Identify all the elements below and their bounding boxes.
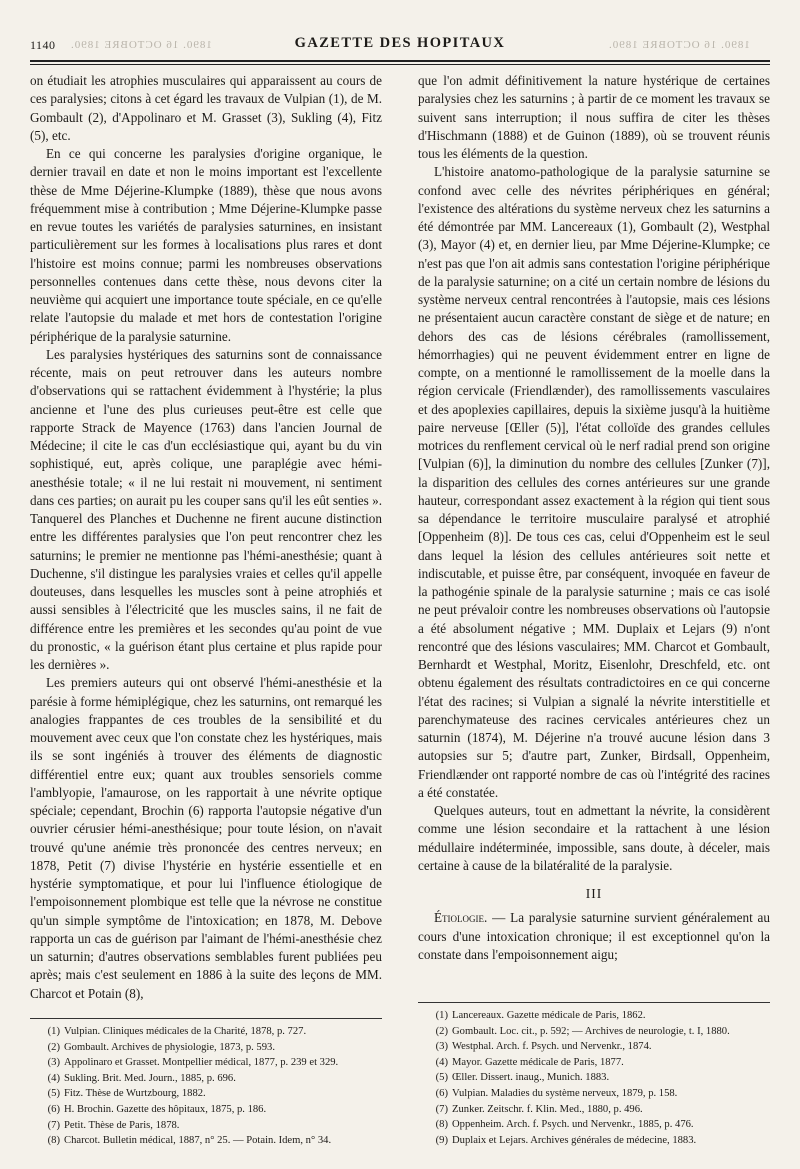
section-heading: Étiologie.: [434, 910, 488, 926]
footnote-number: (4): [47, 1072, 60, 1084]
footnote: [30, 1071, 382, 1087]
section-paragraph: [418, 909, 770, 964]
page-header: [30, 30, 770, 58]
paragraph: L'histoire anatomo-pathologique de la paralysie saturnine se confond avec celle des névrites périphériques en général; l'existence des altérations du système nerveux chez les saturnins a été démontrée par MM. Lancereaux (1), Gombault (2), Westphal (3), Mayor (4) et, en dernier lieu, par Mme Déjerine-Klumpke; ce n'est pas que l'on ait admis sans contestation l'origine périphérique de la paralysie saturnine; on a cité un certain nombre de lésions du système nerveux central rencontrées à l'autopsie, mais ces lésions ne présentaient aucun caractère constant de siège et de nature; en dehors des cas de lésions cérébrales (ramollissement, hémorrhagies) qui ne peuvent évidemment entrer en ligne de compte, on a mentionné le ramollissement de la moelle dans la région cervicale (Friendlænder), des ramollissements vasculaires et des apoplexies capillaires, depuis la sixième jusqu'à la huitième paire nerveuse [Œller (5)], l'état colloïde des grandes cellules motrices du renflement cervical où le nerf radial prend son origine [Vulpian (6)], la diminution du nombre des cellules [Zunker (7)], la disparition des cellules des cornes antérieures sur une grande hauteur, correspondant assez exactement à la région qui tient sous sa dépendance le territoire musculaire paralysé et atrophié [Oppenheim (8)]. De tous ces cas, celui d'Oppenheim est le seul dans lequel la lésion des cellules antérieures soit nette et indiscutable, et puisse être, par conséquent, invoquée en faveur de la pathogénie spinale de la paralysie saturnine ; mais ce cas isolé ne peut prévaloir contre les nombreuses observations où l'autopsie a été absolument négative ; MM. Duplaix et Lejars (9) n'ont rencontré que des lésions vasculaires; MM. Charcot et Gombault, Bernhardt et Westphal, Moritz, Eisenlohr, Dreschfeld, etc. ont obtenu également des résultats contradictoires en ce qui concerne l'état des racines; si Vulpian a signalé la névrite interstitielle et parenchymateuse des racines cervicales antérieures chez un saturnin (1874), M. Déjerine n'a trouvé aucune lésion dans 3 autopsies sur 5; d'autre part, Zunker, Birdsall, Oppenheim, Friendlænder ont rapporté nombre de cas où l'intégrité des racines a été constatée.: [418, 164, 770, 800]
footnote-number: (1): [435, 1010, 448, 1021]
header-rule-thick: [30, 60, 770, 62]
header-rule-thin: [30, 64, 770, 65]
footnote-number: (6): [435, 1087, 448, 1099]
footnote-number: (5): [435, 1072, 448, 1084]
footnote-number: (4): [435, 1056, 448, 1068]
footnote-number: (9): [435, 1134, 448, 1146]
footnote-text: Gombault. Loc. cit., p. 592; — Archives de neurologie, t. I, 1880.: [452, 1025, 730, 1037]
footnote-number: (2): [47, 1041, 60, 1053]
section-text: — La paralysie saturnine survient généralement au cours d'une intoxication chronique; il est exceptionnel qu'on la constate dans l'empoisonnement aigu;: [418, 910, 770, 962]
footnote-number: (8): [435, 1119, 448, 1131]
footnote-number: (3): [435, 1041, 448, 1053]
footnote-text: H. Brochin. Gazette des hôpitaux, 1875, p. 186.: [64, 1103, 267, 1115]
footnote-text: Sukling. Brit. Med. Journ., 1885, p. 696.: [64, 1072, 236, 1084]
footnote: [418, 1070, 770, 1086]
footnote-text: Oppenheim. Arch. f. Psych. und Nervenkr., 1885, p. 476.: [452, 1119, 694, 1131]
section-numeral: III: [585, 886, 603, 901]
footnote-text: Appolinaro et Grasset. Montpellier médical, 1877, p. 239 et 329.: [64, 1057, 339, 1069]
footnote: [30, 1055, 382, 1071]
footnote-separator: [30, 1018, 382, 1019]
footnote-text: Fitz. Thèse de Wurtzbourg, 1882.: [64, 1088, 206, 1100]
footnote: [418, 1039, 770, 1055]
footnote: [418, 1055, 770, 1071]
footnote: [418, 1133, 770, 1149]
footnote: [418, 1102, 770, 1118]
footnote: [30, 1133, 382, 1149]
footnotes-right: [418, 1002, 770, 1148]
footnote: [30, 1118, 382, 1134]
footnote: [30, 1086, 382, 1102]
paragraph: En ce qui concerne les paralysies d'origine organique, le dernier travail en date et non le moins important est l'excellente thèse de Mme Déjerine-Klumpke (1889), thèse que nous avons fréquemment mise à contribution ; Mme Déjerine-Klumpke passe en revue toutes les variétés de paralysies saturnines, en insistant particulièrement sur les formes à localisations plus rares et dont l'histoire est moins connue; parmi les nombreuses observations personnelles contenues dans cette thèse, nous devons citer la neuvième qui acquiert une importance toute spéciale, en ce qu'elle relate l'autopsie du malade et met hors de contestation l'origine périphérique de la paralysie saturnine.: [30, 146, 382, 344]
bleed-through-text-left: 1890. 16 OCTOBRE 1890.: [70, 39, 212, 51]
footnote-text: Œller. Dissert. inaug., Munich. 1883.: [452, 1072, 610, 1084]
footnote-number: (5): [47, 1088, 60, 1100]
footnote: [30, 1040, 382, 1056]
paragraph: que l'on admit définitivement la nature hystérique de certaines paralysies chez les saturnins ; à partir de ce moment les travaux se suivent sans interruption; il nous suffira de citer les thèses d'Hischmann (1888) et de Guinon (1889), où se trouvent réunis tous les éléments de la question.: [418, 73, 770, 161]
footnote: [30, 1024, 382, 1040]
footnote-text: Gombault. Archives de physiologie, 1873, p. 593.: [64, 1041, 275, 1053]
footnote-text: Westphal. Arch. f. Psych. und Nervenkr., 1874.: [452, 1041, 652, 1053]
footnote-number: (7): [47, 1119, 60, 1131]
footnote-text: Vulpian. Maladies du système nerveux, 1879, p. 158.: [452, 1087, 678, 1099]
footnotes-left: [30, 1018, 382, 1149]
footnote-number: (1): [47, 1026, 60, 1037]
paragraph: on étudiait les atrophies musculaires qui apparaissent au cours de ces paralysies; citons à cet égard les travaux de Vulpian (1), de M. Gombault (2), d'Appolinaro et M. Grasset (3), Sukling (4), Fitz (5), etc.: [30, 73, 382, 143]
right-column: [418, 72, 770, 964]
footnote-text: Mayor. Gazette médicale de Paris, 1877.: [452, 1056, 624, 1068]
left-column: [30, 72, 382, 1003]
footnote-number: (6): [47, 1103, 60, 1115]
footnote-number: (8): [47, 1135, 60, 1147]
bleed-through-text-right: 1890. 16 OCTOBRE 1890.: [608, 39, 750, 51]
journal-title: GAZETTE DES HOPITAUX: [294, 35, 506, 51]
footnote: [418, 1024, 770, 1040]
paragraph: Quelques auteurs, tout en admettant la névrite, la considèrent comme une lésion secondaire et la rattachent à une lésion médullaire indéterminée, impossible, sans doute, à déceler, mais certaine à cause de la bilatéralité de la paralysie.: [418, 803, 770, 873]
footnote-number: (2): [435, 1025, 448, 1037]
footnote: [30, 1102, 382, 1118]
footnote-text: Lancereaux. Gazette médicale de Paris, 1862.: [452, 1010, 646, 1021]
footnote-text: Zunker. Zeitschr. f. Klin. Med., 1880, p. 496.: [452, 1103, 643, 1115]
paragraph: Les premiers auteurs qui ont observé l'hémi-anesthésie et la parésie à forme hémiplégique, chez les saturnins, ont remarqué les analogies frappantes de ces troubles de la sensibilité et du mouvement avec ceux que l'on constate chez les hystériques, mais ils se sont ingéniés à trouver des éléments de diagnostic différentiel entre eux; quant aux troubles sensoriels comme l'amblyopie, l'amaurose, on les rapportait à une névrite optique spéciale; cependant, Brochin (6) rapporta l'autopsie négative d'un ouvrier cérusier hémi-anesthésique; pour toute lésion, on n'avait trouvé qu'une anémie très prononcée des centres nerveux; en 1878, Petit (7) divise l'hystérie en hystérie essentielle et en hystérie symptomatique, et pour lui l'influence étiologique de l'empoisonnement plombique est telle que la névrose ne constitue qu'un simple symptôme de l'intoxication; en 1878, M. Debove rapporta un cas de guérison par l'aimant de l'hémi-anesthésie chez un saturnin; d'autres observations semblables furent publiées peu après; mais c'est seulement en 1886 à la suite des leçons de MM. Charcot et Potain (8),: [30, 675, 382, 1001]
footnote-number: (7): [435, 1103, 448, 1115]
footnote: [418, 1086, 770, 1102]
paragraph: Les paralysies hystériques des saturnins sont de connaissance récente, mais on peut retrouver dans les auteurs nombre d'observations qui se rattachent évidemment à l'hystérie; la plus ancienne et l'une des plus curieuses peut-être est celle que rapporte Strack de Mayence (1763) dans l'ancien Journal de Médecine; il cite le cas d'un ecclésiastique qui, ayant bu du vin sophistiqué, eut, après colique, une paraplégie avec hémi-anesthésie totale; « il ne lui restait ni mouvement, ni sentiment dans ces parties; on aurait pu les couper sans qu'il les eût senties ». Tanquerel des Planches et Duchenne ne firent aucune distinction entre les différentes paralysies que l'on peut rencontrer chez les saturnins; le premier ne mentionne pas l'hémi-anesthésie; quant à Duchenne, s'il distingue les paralysies vraies et celles qu'il appelle douteuses, dans lesquelles les muscles sont à peine atrophiés et aussi sensibles à l'électricité que les muscles sains, il ne fait de différence entre les premières et les secondes qu'au point de vue du pronostic, « la guérison étant plus certaine et plus rapide pour les dernières ».: [30, 346, 382, 672]
footnote-text: Petit. Thèse de Paris, 1878.: [64, 1119, 180, 1131]
footnote-number: (3): [47, 1057, 60, 1069]
footnote: [418, 1117, 770, 1133]
footnote-separator: [418, 1002, 770, 1003]
footnote-text: Duplaix et Lejars. Archives générales de médecine, 1883.: [452, 1134, 697, 1146]
page-number: 1140: [30, 38, 56, 52]
footnote-text: Charcot. Bulletin médical, 1887, n° 25. — Potain. Idem, n° 34.: [64, 1135, 332, 1147]
footnote: [418, 1008, 770, 1024]
footnote-text: Vulpian. Cliniques médicales de la Charité, 1878, p. 727.: [64, 1026, 307, 1037]
